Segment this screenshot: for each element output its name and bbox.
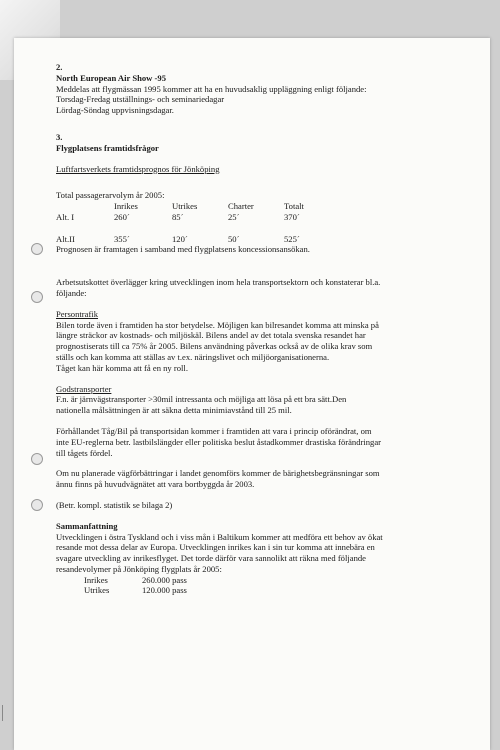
table-header-row bbox=[56, 201, 340, 212]
list-item bbox=[84, 585, 187, 596]
section-2-line: Meddelas att flygmässan 1995 kommer att ha en huvudsaklig uppläggning enligt följande: bbox=[56, 83, 367, 94]
sammanfattning-line: Utvecklingen i östra Tyskland och i viss mån i Baltikum kommer att medföra ett behov av ökat bbox=[56, 531, 383, 542]
statistics-reference: (Betr. kompl. statistik se bilaga 2) bbox=[56, 499, 173, 510]
godstransporter-para3-line: ännu finns på huvudvägnätet att vara bortbyggda år 2003. bbox=[56, 479, 255, 490]
volume-label: Utrikes bbox=[84, 585, 110, 596]
section-2-number: 2. bbox=[56, 62, 63, 72]
table-row bbox=[56, 234, 340, 245]
table-cell: 85´ bbox=[172, 211, 184, 222]
persontrafik-heading: Persontrafik bbox=[56, 308, 99, 319]
volume-value: 120.000 pass bbox=[142, 585, 187, 596]
list-item bbox=[84, 575, 187, 586]
section-3-subtitle: Luftfartsverkets framtidsprognos för Jönköping bbox=[56, 163, 220, 174]
persontrafik-line: Bilen torde även i framtiden ha stor betydelse. Möjligen kan bilresandet komma att minska på bbox=[56, 319, 379, 330]
passenger-volume-table bbox=[56, 201, 340, 244]
table-cell: 355´ bbox=[114, 233, 130, 244]
punch-hole-3 bbox=[31, 453, 43, 465]
godstransporter-line: F.n. är järnvägstransporter >30mil intressanta och möjliga att lösa på ett bra sätt.Den bbox=[56, 394, 347, 405]
table-cell: 370´ bbox=[284, 211, 300, 222]
table-header-cell: Utrikes bbox=[172, 201, 198, 212]
table-header-cell bbox=[56, 201, 114, 212]
sammanfattning-line: svagare utveckling av inrikesflyget. Det torde därför vara sannolikt att räkna med följande bbox=[56, 553, 366, 564]
section-2-line: Lördag-Söndag uppvisningsdagar. bbox=[56, 105, 174, 116]
godstransporter-heading: Godstransporter bbox=[56, 383, 112, 394]
persontrafik-line: Tåget kan här komma att få en ny roll. bbox=[56, 362, 188, 373]
section-3-title: Flygplatsens framtidsfrågor bbox=[56, 142, 159, 153]
punch-hole-2 bbox=[31, 291, 43, 303]
persontrafik-line: ställs och kan komma att ställas av t.ex. näringslivet och miljöorganisationerna. bbox=[56, 351, 330, 362]
volume-heading: Total passagerarvolym år 2005: bbox=[56, 190, 165, 201]
persontrafik-line: längre sträckor av kostnads- och miljöskäl. Bilens andel av det totala svenska resandet har bbox=[56, 330, 366, 341]
committee-paragraph-line: följande: bbox=[56, 287, 87, 298]
punch-hole-1 bbox=[31, 243, 43, 255]
table-row bbox=[56, 212, 340, 223]
table-header-cell: Inrikes bbox=[114, 201, 138, 212]
godstransporter-para3-line: Om nu planerade vägförbättringar i landet genomförs kommer de bärighetsbegränsningar som bbox=[56, 468, 380, 479]
godstransporter-para2-line: till tågets fördel. bbox=[56, 447, 113, 458]
sammanfattning-line: resande mot dessa delar av Europa. Utvecklingen inrikes kan i sin tur komma att innebära en bbox=[56, 542, 375, 553]
table-header-cell: Charter bbox=[228, 201, 254, 212]
section-3-number: 3. bbox=[56, 131, 63, 142]
volume-label: Inrikes bbox=[84, 574, 108, 585]
volume-value: 260.000 pass bbox=[142, 574, 187, 585]
document-content bbox=[56, 62, 456, 596]
table-cell: 50´ bbox=[228, 233, 240, 244]
table-cell: 525´ bbox=[284, 233, 300, 244]
table-cell: 25´ bbox=[228, 211, 240, 222]
forecast-note: Prognosen är framtagen i samband med flygplatsens koncessionsansökan. bbox=[56, 244, 310, 255]
edge-mark bbox=[2, 705, 7, 721]
punch-hole-4 bbox=[31, 499, 43, 511]
volume-list bbox=[84, 575, 187, 597]
godstransporter-line: nationella målsättningen är att säkna detta minimiavstånd till 25 mil. bbox=[56, 405, 292, 416]
section-2-title: North European Air Show -95 bbox=[56, 72, 166, 83]
table-cell: 260´ bbox=[114, 211, 130, 222]
row-label: Alt.II bbox=[56, 233, 75, 244]
godstransporter-para2-line: inte EU-reglerna betr. lastbilslängder eller politiska beslut åstadkommer drastiska förändringar bbox=[56, 436, 382, 447]
sammanfattning-line: resandevolymer på Jönköping flygplats år 2005: bbox=[56, 563, 222, 574]
godstransporter-para2-line: Förhållandet Tåg/Bil på transportsidan kommer i framtiden att vara i princip oförändrat, om bbox=[56, 425, 372, 436]
persontrafik-line: prognostiserats till ca 75% år 2005. Bilens användning påverkas också av de olika krav som bbox=[56, 341, 373, 352]
table-cell: 120´ bbox=[172, 233, 188, 244]
table-header-cell: Totalt bbox=[284, 201, 304, 212]
row-label: Alt. I bbox=[56, 211, 75, 222]
committee-paragraph-line: Arbetsutskottet överlägger kring utvecklingen inom hela transportsektorn och konstaterar bl.a. bbox=[56, 277, 381, 288]
sammanfattning-heading: Sammanfattning bbox=[56, 520, 118, 531]
section-2-line: Torsdag-Fredag utställnings- och seminariedagar bbox=[56, 94, 225, 105]
